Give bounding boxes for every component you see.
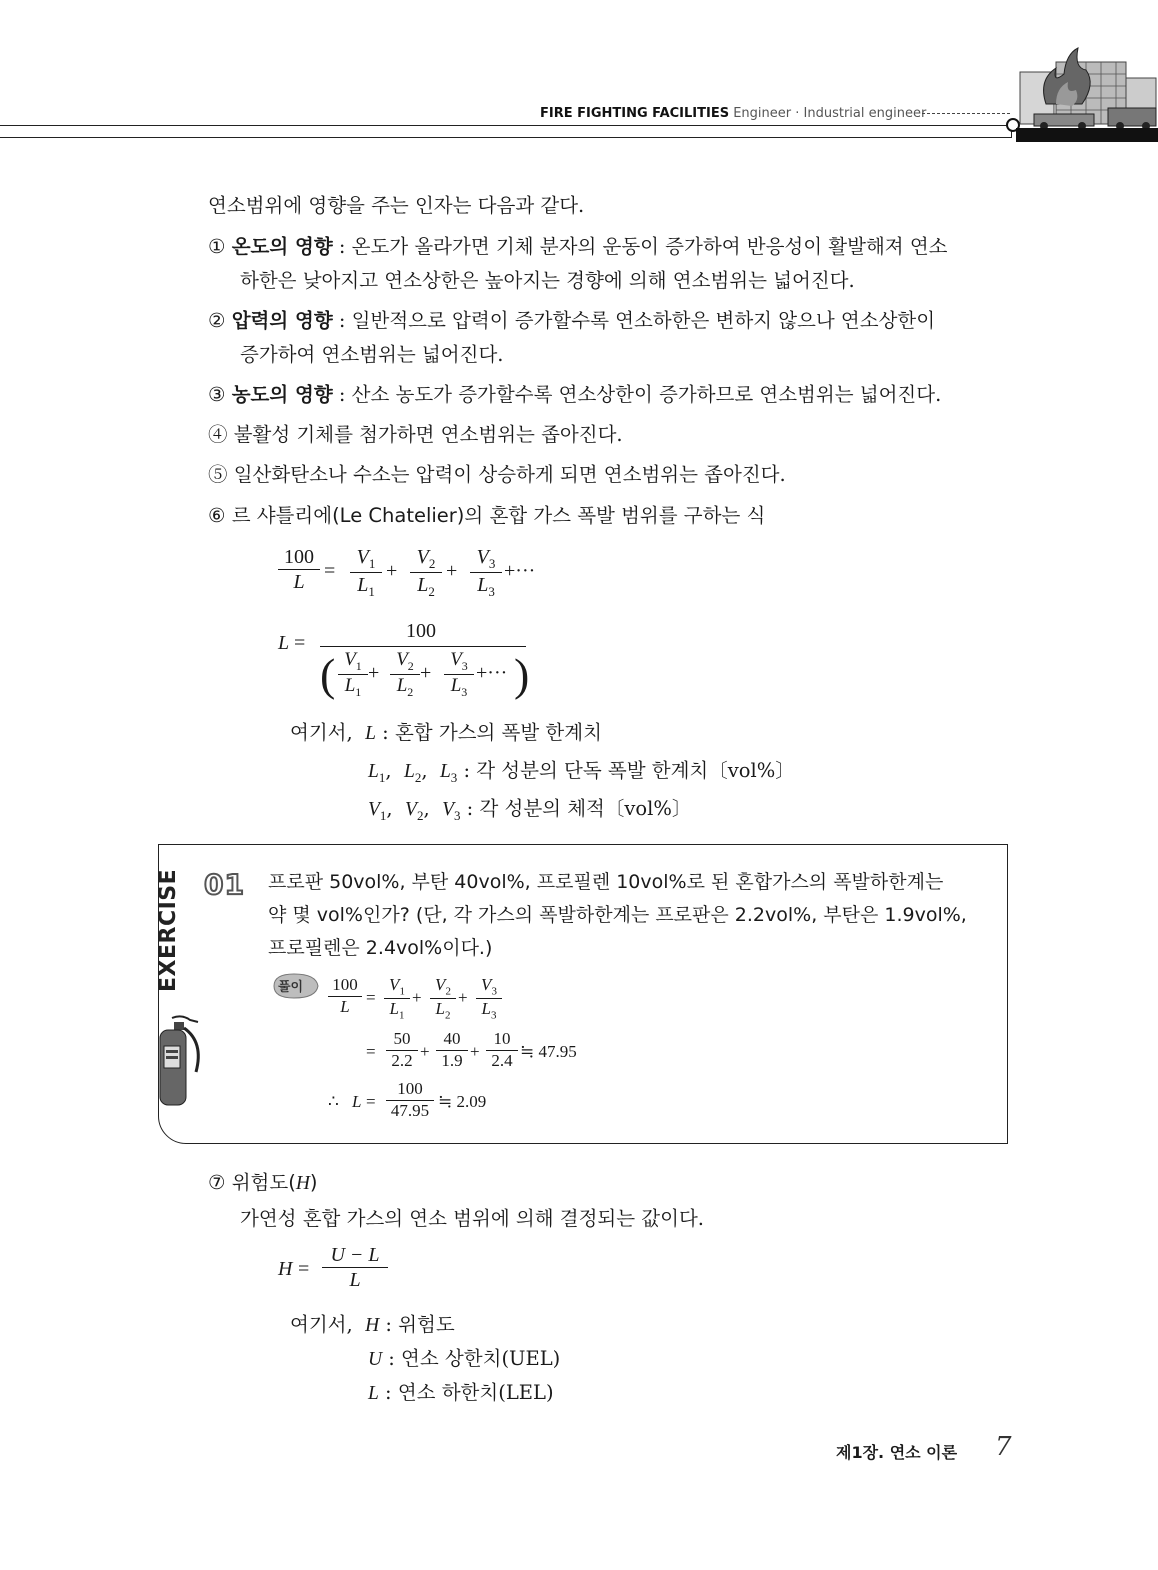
intro-text: 연소범위에 영향을 주는 인자는 다음과 같다. xyxy=(208,194,585,217)
list-item-6 xyxy=(208,501,765,531)
item-number: ① xyxy=(208,235,226,258)
list-item-3 xyxy=(208,380,941,410)
exercise-question: 프로판 50vol%, 부탄 40vol%, 프로필렌 10vol%로 된 혼합가스의 폭발하한계는 약 몇 vol%인가? (단, 각 가스의 폭발하한계는 프로판은 2.2vol%, 부탄은 1.9vol%, 프로필렌은 2.4vol%이다.) xyxy=(268,871,967,959)
item-keyword: 온도의 영향 xyxy=(231,235,333,258)
ellipsis: +··· xyxy=(504,560,536,582)
numerator: 100 xyxy=(284,546,314,568)
item-text: 일산화탄소나 수소는 압력이 상승하게 되면 연소범위는 좁아진다. xyxy=(233,463,786,486)
result-value-1: 47.95 xyxy=(538,1042,577,1061)
where-Vn: $V_1$, $V_2$, $V_3$ : 각 성분의 체적〔vol%〕 xyxy=(368,797,692,823)
item-number: ② xyxy=(208,309,226,332)
item-number: ④ xyxy=(208,423,228,446)
footer-chapter: 제1장. 연소 이론 xyxy=(836,1443,958,1462)
list-item-2-cont: 증가하여 연소범위는 넓어진다. xyxy=(240,343,504,366)
exercise-label: EXERCISE xyxy=(156,868,181,992)
solution-badge-label: 풀이 xyxy=(278,980,304,995)
item-text: : 온도가 올라가면 기체 분자의 운동이 증가하여 반응성이 활발해져 연소 xyxy=(332,235,948,258)
plus-sign: + xyxy=(446,560,458,582)
fraction-bar xyxy=(320,646,526,647)
solution-line-2: = 50 2.2 + 40 1.9 + 10 2.4 ≒ 47.95 xyxy=(366,1029,577,1070)
fire-building-icon xyxy=(1016,44,1158,128)
page-number: 7 xyxy=(995,1432,1012,1462)
item-number: ③ xyxy=(208,383,226,406)
numerator: 100 xyxy=(406,620,436,642)
formula-le-chatelier-1: 100 L = $V_1$ $L_1$ + $V_2$ $L_2$ + $V_3$ $L_3$ +··· xyxy=(278,546,558,606)
item-text: 불활성 기체를 첨가하면 연소범위는 좁아진다. xyxy=(233,423,623,446)
right-paren: ) xyxy=(514,649,530,700)
equals-sign: = xyxy=(294,632,306,654)
formula-hazard: H = U − L L xyxy=(278,1244,418,1300)
header-bar xyxy=(0,125,1012,138)
list-item-7: ⑦ 위험도(H) xyxy=(208,1171,318,1194)
equals-sign: = xyxy=(324,560,336,582)
item-text: : 산소 농도가 증가할수록 연소상한이 증가하므로 연소범위는 넓어진다. xyxy=(332,383,942,406)
where-U: U : 연소 상한치(UEL) xyxy=(368,1347,561,1370)
header-black-band xyxy=(1016,128,1158,142)
item-text: : 일반적으로 압력이 증가할수록 연소하한은 변하지 않으나 연소상한이 xyxy=(332,309,936,332)
list-item-1 xyxy=(208,232,948,262)
plus-sign: + xyxy=(386,560,398,582)
fire-extinguisher-icon xyxy=(158,1012,206,1107)
list-item-1-cont: 하한은 낮아지고 연소상한은 높아지는 경향에 의해 연소범위는 넓어진다. xyxy=(240,269,855,292)
list-item-5 xyxy=(208,460,786,490)
header-dash-line xyxy=(922,113,1010,114)
item-number: ⑤ xyxy=(208,463,228,486)
formula-le-chatelier-2: L = 100 ( $V_1$ $L_1$ + $V_2$ $L_2$ + $V_3$ $L_3$ +··· ) xyxy=(278,620,530,700)
where-Ln: $L_1$, $L_2$, $L_3$ : 각 성분의 단독 폭발 한계치〔vol%〕 xyxy=(368,759,795,785)
denominator: L xyxy=(293,571,305,593)
left-paren: ( xyxy=(320,649,336,700)
solution-line-1: 100 L = $V_1$ $L_1$ + $V_2$ $L_2$ + $V_3$ $L_3$ xyxy=(328,976,528,1030)
item-keyword: 농도의 영향 xyxy=(231,383,333,406)
list-item-4 xyxy=(208,420,623,450)
exercise-number: 01 xyxy=(204,868,245,901)
where-L: 여기서, L : 혼합 가스의 폭발 한계치 xyxy=(290,721,602,744)
list-item-2 xyxy=(208,306,935,336)
item-text: 르 샤틀리에(Le Chatelier)의 혼합 가스 폭발 범위를 구하는 식 xyxy=(231,504,766,527)
item7-desc: 가연성 혼합 가스의 연소 범위에 의해 결정되는 값이다. xyxy=(240,1207,705,1230)
header-title-light: Engineer · Industrial engineer xyxy=(733,106,927,121)
item-number: ⑥ xyxy=(208,504,226,527)
header-title-bold: FIRE FIGHTING FACILITIES xyxy=(540,106,730,121)
running-header xyxy=(540,106,926,121)
where-H: 여기서, H : 위험도 xyxy=(290,1313,455,1336)
lhs-L: L xyxy=(278,632,290,654)
where-L2: L : 연소 하한치(LEL) xyxy=(368,1381,554,1404)
result-value-2: 2.09 xyxy=(456,1092,487,1111)
item-keyword: 압력의 영향 xyxy=(231,309,333,332)
solution-line-3: ∴ L = 100 47.95 ≒ 2.09 xyxy=(328,1079,487,1120)
